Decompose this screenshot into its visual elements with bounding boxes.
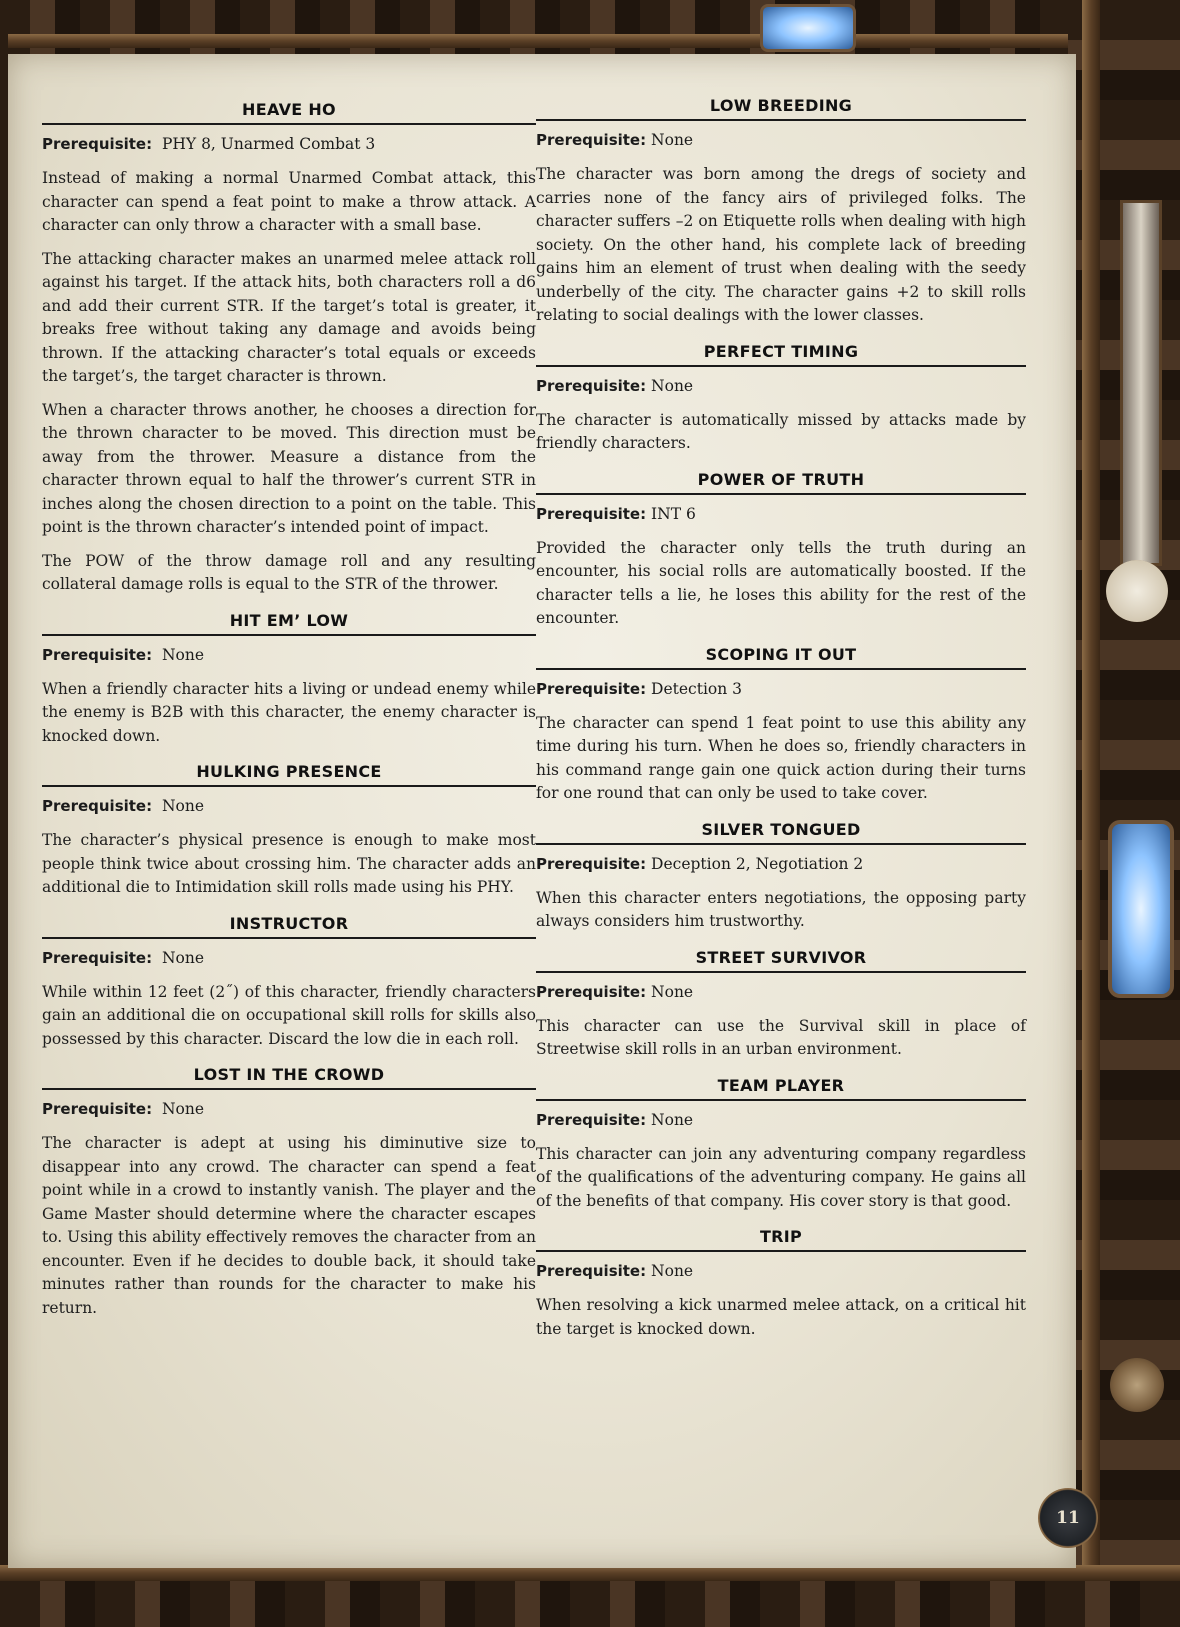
prerequisite-value: None bbox=[651, 131, 694, 149]
prerequisite-value: Deception 2, Negotiation 2 bbox=[651, 854, 864, 873]
feat-prerequisite bbox=[42, 1096, 536, 1122]
feat-description: The character is adept at using his diminutive size to disappear into any crowd. The character can spend a feat point while in a crowd to instantly vanish. The player and the Game Master should determine where the character escapes to. Using this ability effectively removes the character from an encounter. Even if he decides to double back, it should take minutes rather than rounds for the character to make his return. bbox=[42, 1134, 536, 1317]
feat-title: SILVER TONGUED bbox=[536, 820, 1026, 845]
feat-entry bbox=[42, 100, 536, 597]
feat-prerequisite bbox=[42, 945, 536, 971]
feat-entry bbox=[536, 948, 1026, 1062]
top-frame-border bbox=[0, 0, 1180, 62]
feat-prerequisite bbox=[536, 676, 1026, 702]
feat-title: TRIP bbox=[536, 1227, 1026, 1252]
prerequisite-label: Prerequisite: bbox=[536, 131, 647, 149]
pipe-decoration bbox=[1082, 0, 1100, 1627]
feat-prerequisite bbox=[42, 793, 536, 819]
prerequisite-label: Prerequisite: bbox=[536, 504, 647, 523]
feat-entry bbox=[42, 611, 536, 749]
prerequisite-label: Prerequisite: bbox=[42, 135, 153, 153]
feat-title: TEAM PLAYER bbox=[536, 1076, 1026, 1101]
prerequisite-label: Prerequisite: bbox=[536, 1110, 647, 1129]
feat-title: LOW BREEDING bbox=[536, 96, 1026, 121]
right-frame-border bbox=[1068, 0, 1180, 1627]
feat-entry bbox=[536, 1227, 1026, 1341]
feat-title: HIT EM’ LOW bbox=[42, 611, 536, 636]
feat-description: The character’s physical presence is enough to make most people think twice about crossing him. The character adds an additional die to Intimidation skill rolls made using his PHY. bbox=[42, 831, 536, 896]
prerequisite-label: Prerequisite: bbox=[536, 854, 647, 873]
feat-description: The POW of the throw damage roll and any resulting collateral damage rolls is equal to the STR of the thrower. bbox=[42, 551, 536, 593]
prerequisite-label: Prerequisite: bbox=[536, 679, 647, 698]
feat-entry bbox=[536, 1076, 1026, 1214]
feat-entry bbox=[536, 470, 1026, 631]
prerequisite-label: Prerequisite: bbox=[536, 376, 647, 395]
feat-description: The character is automatically missed by attacks made by friendly characters. bbox=[536, 410, 1026, 452]
feat-entry bbox=[42, 1065, 536, 1320]
prerequisite-value: None bbox=[651, 982, 694, 1001]
feat-description: When resolving a kick unarmed melee attack, on a critical hit the target is knocked down. bbox=[536, 1296, 1026, 1338]
feat-prerequisite bbox=[536, 851, 1026, 877]
feat-entry bbox=[536, 645, 1026, 806]
prerequisite-value: None bbox=[161, 1100, 205, 1118]
feat-title: STREET SURVIVOR bbox=[536, 948, 1026, 973]
feat-prerequisite bbox=[536, 1258, 1026, 1284]
document-page bbox=[8, 54, 1076, 1568]
prerequisite-label: Prerequisite: bbox=[42, 645, 153, 664]
feat-description: When a friendly character hits a living or undead enemy while the enemy is B2B with this character, the enemy character is knocked down. bbox=[42, 679, 536, 745]
feat-entry bbox=[42, 762, 536, 900]
prerequisite-label: Prerequisite: bbox=[536, 982, 647, 1001]
glowing-tube-icon bbox=[760, 4, 856, 52]
prerequisite-label: Prerequisite: bbox=[536, 1262, 647, 1280]
feat-description: When this character enters negotiations, the opposing party always considers him trustworthy. bbox=[536, 888, 1026, 930]
prerequisite-label: Prerequisite: bbox=[42, 948, 153, 967]
prerequisite-value: None bbox=[161, 948, 205, 967]
feat-description: When a character throws another, he chooses a direction for the thrown character to be moved. This direction must be away from the thrower. Measure a distance from the character thrown equal to half the thrower’s current STR in inches along the chosen direction to a point on the table. This point is the thrown character’s intended point of impact. bbox=[42, 400, 536, 536]
left-frame-border bbox=[0, 0, 8, 1627]
page-number: 11 bbox=[1038, 1488, 1098, 1548]
feat-description: Provided the character only tells the truth during an encounter, his social rolls are automatically boosted. If the character tells a lie, he loses this ability for the rest of the encounter. bbox=[536, 538, 1026, 627]
pipe-decoration bbox=[0, 34, 1180, 48]
prerequisite-label: Prerequisite: bbox=[42, 1100, 153, 1118]
feat-description: The attacking character makes an unarmed melee attack roll against his target. If the attack hits, both characters roll a d6 and add their current STR. If the target’s total is greater, it breaks free without taking any damage and avoids being thrown. If the attacking character’s total equals or exceeds the target’s, the target character is thrown. bbox=[42, 249, 536, 385]
glowing-tube-icon bbox=[1108, 820, 1174, 998]
feat-prerequisite bbox=[42, 642, 536, 668]
feat-prerequisite bbox=[536, 501, 1026, 527]
feat-title: INSTRUCTOR bbox=[42, 914, 536, 939]
feat-prerequisite bbox=[536, 979, 1026, 1005]
prerequisite-value: None bbox=[651, 1262, 694, 1280]
feat-description: The character can spend 1 feat point to use this ability any time during his turn. When he does so, friendly characters in his command range gain one quick action during their turns for one round that can only be used to take cover. bbox=[536, 713, 1026, 802]
feat-description: This character can use the Survival skill in place of Streetwise skill rolls in an urban environment. bbox=[536, 1016, 1026, 1058]
feat-title: LOST IN THE CROWD bbox=[42, 1065, 536, 1090]
prerequisite-value: None bbox=[161, 797, 205, 815]
feat-title: SCOPING IT OUT bbox=[536, 645, 1026, 670]
thermometer-tube-icon bbox=[1120, 200, 1162, 566]
feat-description: The character was born among the dregs of society and carries none of the fancy airs of privileged folks. The character suffers –2 on Etiquette rolls when dealing with high society. On the other hand, his complete lack of breeding gains him an element of trust when dealing with the seedy underbelly of the city. The character gains +2 to skill rolls relating to social dealings with the lower classes. bbox=[536, 165, 1026, 324]
feat-entry bbox=[536, 342, 1026, 456]
feat-prerequisite bbox=[536, 1107, 1026, 1133]
feat-prerequisite bbox=[536, 373, 1026, 399]
right-column bbox=[536, 96, 1026, 1355]
feat-description: This character can join any adventuring company regardless of the qualifications of the adventuring company. He gains all of the benefits of that company. His cover story is that good. bbox=[536, 1144, 1026, 1210]
pressure-gauge-icon bbox=[1106, 560, 1168, 622]
feat-entry bbox=[536, 96, 1026, 328]
feat-description: Instead of making a normal Unarmed Combat attack, this character can spend a feat point to make a throw attack. A character can only throw a character with a small base. bbox=[42, 169, 536, 234]
feat-prerequisite bbox=[536, 127, 1026, 153]
prerequisite-value: Detection 3 bbox=[651, 679, 743, 698]
left-column bbox=[42, 100, 536, 1334]
feat-entry bbox=[536, 820, 1026, 934]
prerequisite-label: Prerequisite: bbox=[42, 797, 153, 815]
prerequisite-value: None bbox=[161, 645, 205, 664]
feat-prerequisite bbox=[42, 131, 536, 157]
prerequisite-value: None bbox=[651, 376, 694, 395]
prerequisite-value: None bbox=[651, 1110, 694, 1129]
bolt-icon bbox=[1110, 1358, 1164, 1412]
feat-entry bbox=[42, 914, 536, 1052]
feat-title: HEAVE HO bbox=[42, 100, 536, 125]
bottom-frame-border bbox=[0, 1565, 1180, 1627]
feat-title: POWER OF TRUTH bbox=[536, 470, 1026, 495]
feat-title: HULKING PRESENCE bbox=[42, 762, 536, 787]
feat-title: PERFECT TIMING bbox=[536, 342, 1026, 367]
prerequisite-value: PHY 8, Unarmed Combat 3 bbox=[161, 135, 376, 153]
feat-description: While within 12 feet (2˝) of this character, friendly characters gain an additional die on occupational skill rolls for skills also possessed by this character. Discard the low die in each roll. bbox=[42, 982, 536, 1048]
prerequisite-value: INT 6 bbox=[651, 504, 696, 523]
